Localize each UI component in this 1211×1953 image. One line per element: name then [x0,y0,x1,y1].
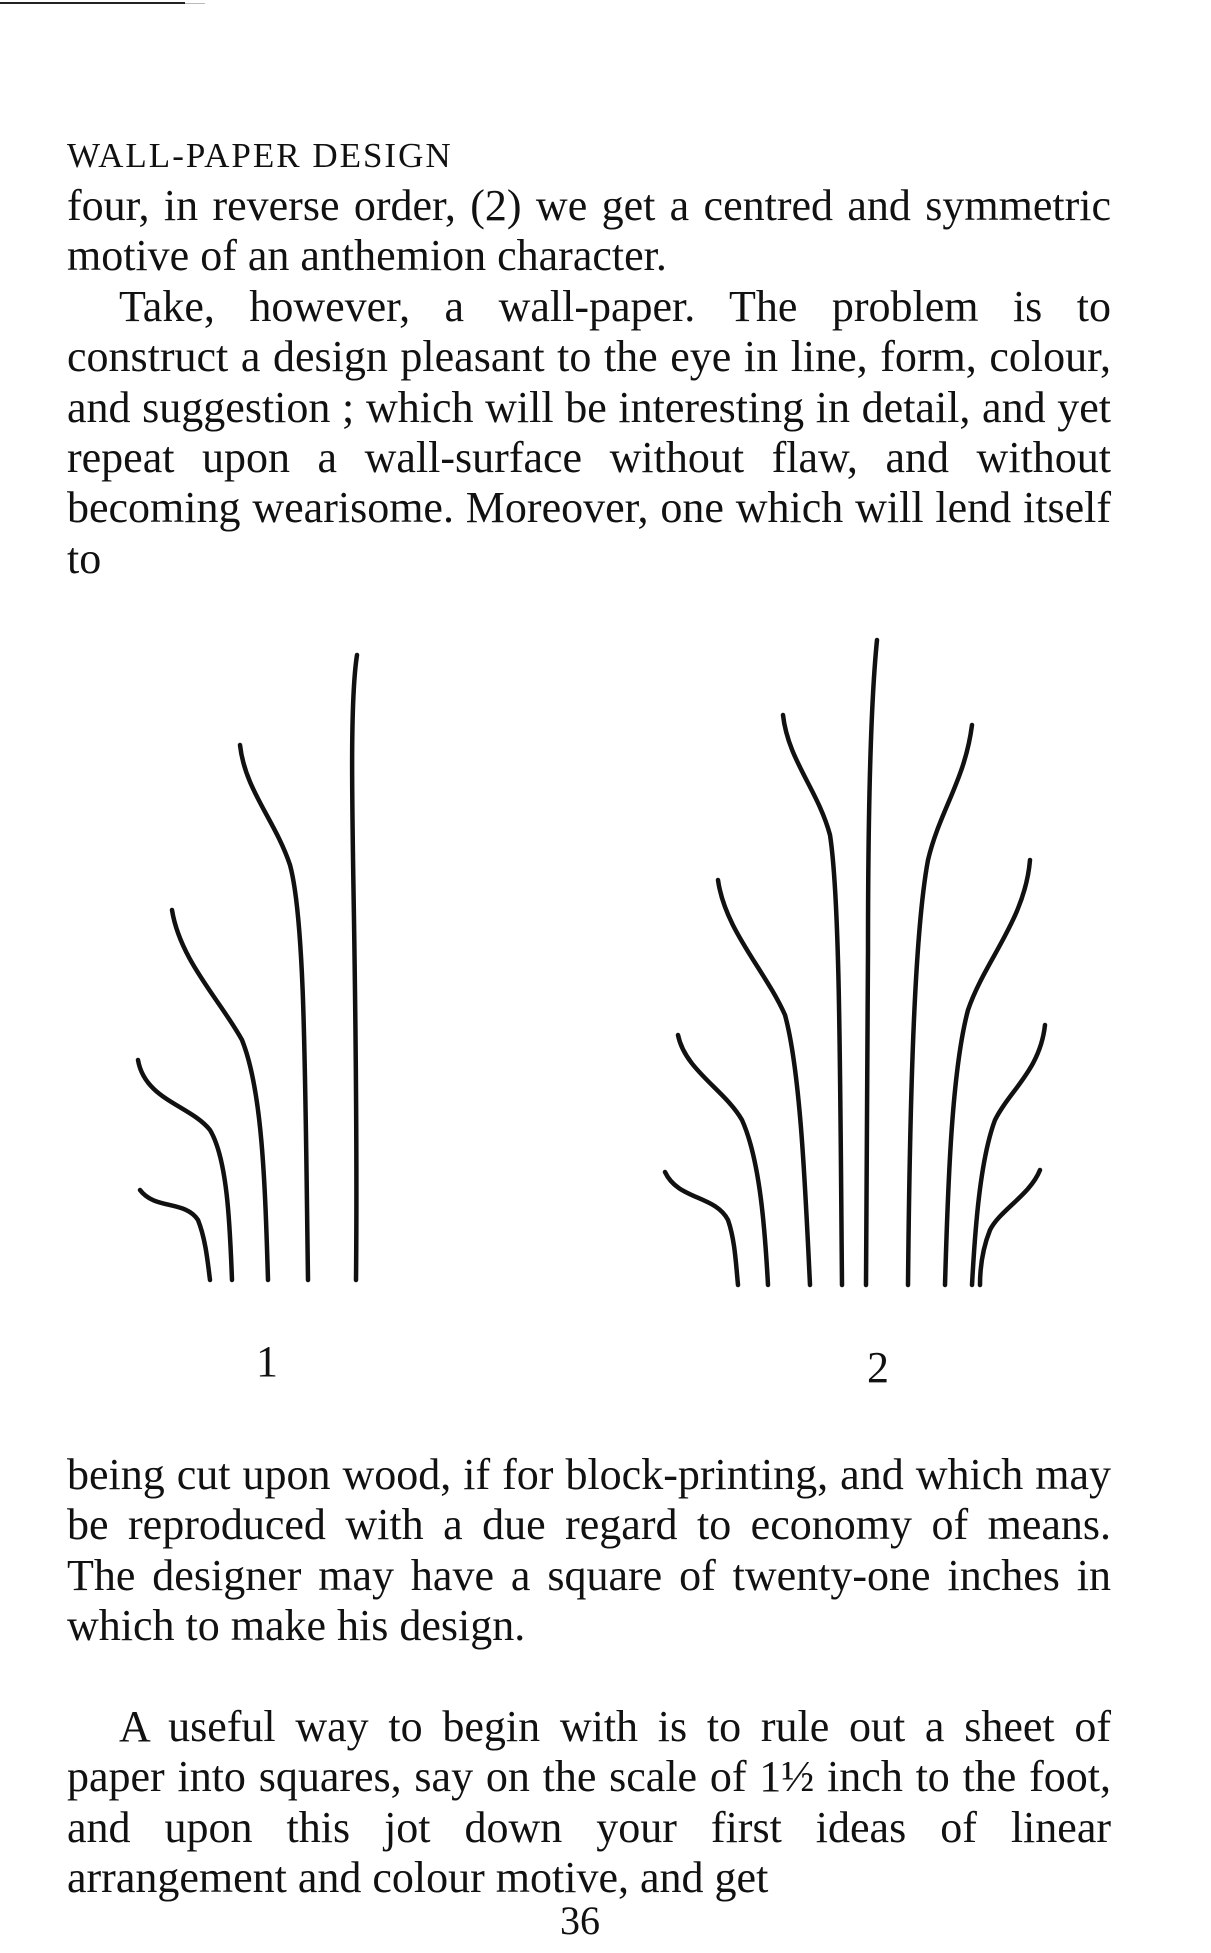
figure-2-right-line-2 [945,860,1030,1285]
top-rule-fade [185,3,205,4]
figure-1-lines [138,655,357,1280]
figure-1-label: 1 [256,1337,278,1386]
figure-2-left-line-4 [665,1172,738,1285]
figure-1-line-4 [138,1060,232,1280]
figure-2-center-line [866,640,877,1285]
figure-2-left-line-1 [783,715,842,1285]
figure-1-line-3 [172,910,268,1280]
figure-1-line-1 [352,655,357,1280]
paragraph-block-printing: being cut upon wood, if for block-printing, and which may be reproduced with a due regard to economy of means. The designer may have a square of twenty-one inches in which to make his design. [67,1450,1111,1651]
top-rule [0,2,185,4]
figure-2-left-line-3 [678,1035,768,1285]
running-header: WALL-PAPER DESIGN [67,136,453,175]
page-number: 36 [560,1898,600,1943]
figure-2-right-line-4 [980,1170,1040,1285]
paragraph-continuation: four, in reverse order, (2) we get a centred and symmetric motive of an anthemion character. [67,181,1111,281]
text-block-top [67,181,1111,584]
text-block-bottom [67,1450,1111,1652]
figure-1-line-5 [140,1190,210,1280]
figure-1-line-2 [240,745,308,1280]
figures-area [0,620,1211,1420]
figure-2-label: 2 [867,1343,889,1392]
figure-2-lines [665,640,1045,1285]
figure-drawings [0,620,1211,1420]
paragraph-useful-way: A useful way to begin with is to rule out a sheet of paper into squares, say on the scale of 1½ inch to the foot, and upon this jot down your first ideas of linear arrangement and colour motive, and get [67,1702,1111,1903]
figure-2-right-line-1 [908,725,972,1285]
paragraph-wallpaper-problem: Take, however, a wall-paper. The problem is to construct a design pleasant to the eye in line, form, colour, and suggestion ; which will be interesting in detail, and yet repeat upon a wall-surface without flaw, and without becoming wearisome. Moreover, one which will lend itself to [67,281,1111,583]
text-block-bottom-2 [67,1702,1111,1904]
